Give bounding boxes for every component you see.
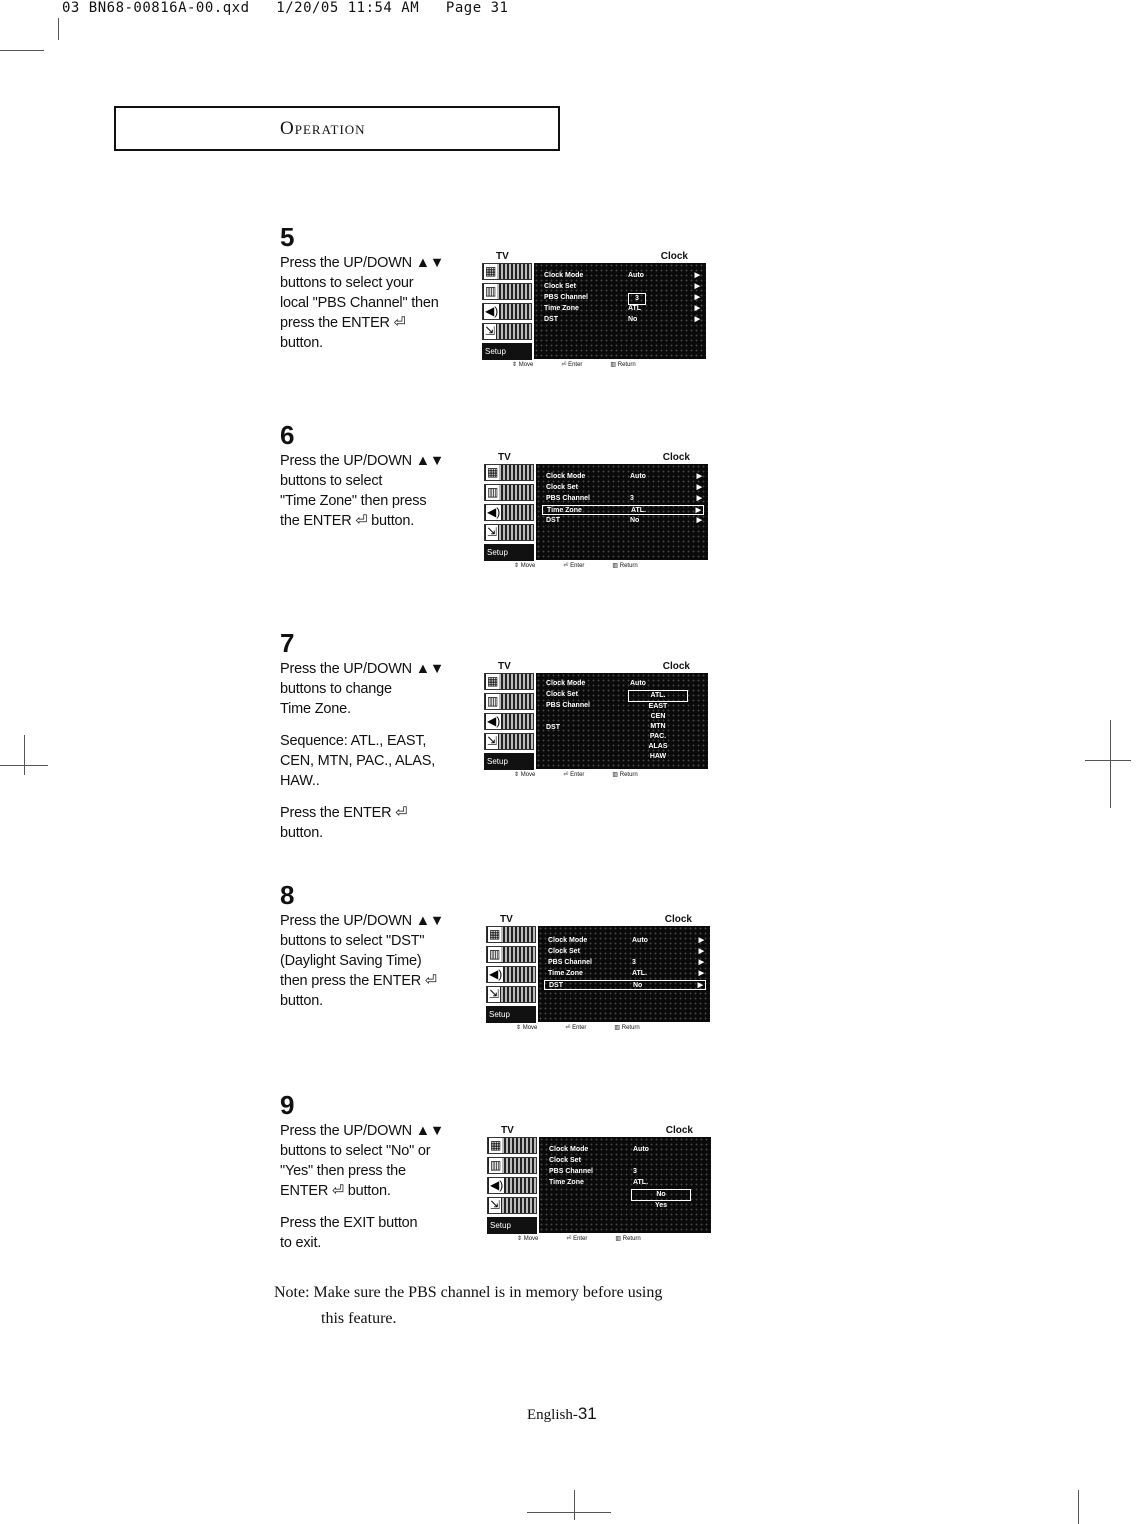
crop-mark <box>527 1512 611 1513</box>
row-label: PBS Channel <box>546 702 590 709</box>
step-paragraph: Sequence: ATL., EAST, CEN, MTN, PAC., ALAS, HAW.. <box>280 733 436 789</box>
footer-move: ⇕ Move <box>517 1236 539 1242</box>
setup-label: Setup <box>489 1010 510 1019</box>
step-number: 5 <box>280 222 295 252</box>
setup-tab <box>482 343 532 360</box>
footer-move: ⇕ Move <box>512 362 534 368</box>
row-value: No <box>628 316 638 323</box>
menu-row-clock-mode <box>542 472 704 482</box>
footer-return: ▥ Return <box>612 772 638 778</box>
menu-row-time-zone <box>544 969 706 979</box>
page-label: English- <box>527 1407 578 1423</box>
menu-sidebar <box>484 673 538 771</box>
section-title: Operation <box>280 117 366 139</box>
footer-return: ▥ Return <box>614 1025 640 1031</box>
footer-move: ⇕ Move <box>516 1025 538 1031</box>
clock-menu-panel <box>536 464 708 560</box>
menu-sidebar <box>484 464 538 562</box>
menu-row-pbs-channel <box>540 293 702 303</box>
footer-move: ⇕ Move <box>514 563 536 569</box>
row-value: ATL. <box>632 970 648 977</box>
menu-row-pbs-channel <box>542 494 704 504</box>
option-cen: CEN <box>650 713 666 720</box>
sound-icon: ◀) <box>487 1177 537 1194</box>
clock-label: Clock <box>662 452 690 463</box>
footer-return: ▥ Return <box>610 362 636 368</box>
setup-tab <box>487 1217 537 1234</box>
arrow-right-icon: ▶ <box>698 970 704 977</box>
row-label: PBS Channel <box>549 1168 593 1175</box>
menu-screenshot-step-6 <box>484 452 710 570</box>
crop-mark <box>58 18 59 40</box>
clock-menu-panel <box>539 1137 711 1233</box>
row-label: DST <box>546 724 560 731</box>
row-value-selected: 3 <box>628 293 646 305</box>
arrow-right-icon: ▶ <box>694 294 700 301</box>
setup-label: Setup <box>485 347 506 356</box>
step-instructions <box>280 1121 480 1253</box>
crop-mark <box>574 1490 575 1520</box>
menu-row-clock-set <box>542 483 704 493</box>
row-value: Auto <box>632 937 648 944</box>
dst-options <box>631 1189 691 1211</box>
arrow-right-icon: ▶ <box>696 517 702 524</box>
row-label: PBS Channel <box>548 959 592 966</box>
row-label: DST <box>546 517 560 524</box>
menu-row-time-zone <box>545 1178 707 1188</box>
menu-sidebar <box>482 263 536 361</box>
row-value: 3 <box>630 495 634 502</box>
setup-label: Setup <box>487 757 508 766</box>
tv-label: TV <box>498 661 511 672</box>
menu-row-clock-mode <box>545 1145 707 1155</box>
row-label: Clock Mode <box>546 473 586 480</box>
option-east: EAST <box>648 703 668 710</box>
menu-row-clock-set <box>545 1156 707 1166</box>
step-paragraph: Press the UP/DOWN ▲▼ buttons to select "DST" (Daylight Saving Time) then press the ENTER ⏎ button. <box>280 913 445 1009</box>
row-label: Clock Mode <box>546 680 586 687</box>
row-label: Time Zone <box>544 305 579 312</box>
row-label: PBS Channel <box>544 294 588 301</box>
menu-row-clock-mode <box>544 936 706 946</box>
crop-mark <box>1110 720 1111 808</box>
page-number-value: 31 <box>577 1404 597 1423</box>
row-value: 3 <box>633 1168 637 1175</box>
menu-screenshot-step-9 <box>487 1125 713 1243</box>
step-instructions <box>280 911 480 1011</box>
step-7 <box>280 628 480 843</box>
menu-row-clock-set <box>544 947 706 957</box>
menu-footer <box>512 361 702 368</box>
option-no: No <box>631 1189 691 1201</box>
row-label: Clock Mode <box>544 272 584 279</box>
row-label: Clock Mode <box>549 1146 589 1153</box>
setup-tab <box>484 753 534 770</box>
step-number: 8 <box>280 880 295 910</box>
crop-mark <box>24 735 25 775</box>
step-paragraph: Press the UP/DOWN ▲▼ buttons to change Time Zone. <box>280 661 445 717</box>
menu-row-clock-mode <box>540 271 702 281</box>
arrow-right-icon: ▶ <box>694 283 700 290</box>
menu-footer <box>514 562 704 569</box>
input-icon: ⇲ <box>486 986 536 1003</box>
arrow-right-icon: ▶ <box>695 507 701 514</box>
note <box>274 1280 734 1332</box>
arrow-right-icon: ▶ <box>697 982 703 989</box>
footer-move: ⇕ Move <box>514 772 536 778</box>
row-value: ATL. <box>633 1179 649 1186</box>
channel-icon: ▥ <box>482 283 532 300</box>
step-number: 6 <box>280 420 295 450</box>
step-instructions <box>280 451 480 531</box>
arrow-right-icon: ▶ <box>696 495 702 502</box>
menu-row-dst <box>542 516 704 526</box>
menu-screenshot-step-5 <box>482 251 708 369</box>
step-8 <box>280 880 480 1011</box>
row-label: Clock Mode <box>548 937 588 944</box>
step-paragraph: Press the UP/DOWN ▲▼ buttons to select your local "PBS Channel" then press the ENTER ⏎ button. <box>280 255 445 351</box>
sound-icon: ◀) <box>482 303 532 320</box>
option-pac: PAC. <box>649 733 667 740</box>
menu-row-time-zone-selected <box>542 505 704 515</box>
menu-row-pbs-channel <box>544 958 706 968</box>
sound-icon: ◀) <box>484 504 534 521</box>
clock-menu-panel <box>534 263 706 359</box>
menu-row-clock-set <box>540 282 702 292</box>
step-number: 7 <box>280 628 295 658</box>
tv-label: TV <box>500 914 513 925</box>
footer-return: ▥ Return <box>615 1236 641 1242</box>
step-paragraph: Press the UP/DOWN ▲▼ buttons to select "No" or "Yes" then press the ENTER ⏎ button. <box>280 1123 445 1199</box>
row-label: Time Zone <box>549 1179 584 1186</box>
input-icon: ⇲ <box>482 323 532 340</box>
row-label: Clock Set <box>548 948 580 955</box>
channel-icon: ▥ <box>484 693 534 710</box>
row-value: ATL <box>628 305 642 312</box>
input-icon: ⇲ <box>487 1197 537 1214</box>
row-label: Clock Set <box>546 691 578 698</box>
menu-sidebar <box>486 926 540 1024</box>
page-number <box>527 1404 597 1424</box>
step-number: 9 <box>280 1090 295 1120</box>
footer-enter: ⏎ Enter <box>563 772 585 778</box>
menu-footer <box>517 1235 707 1242</box>
crop-mark <box>1085 760 1131 761</box>
clock-label: Clock <box>662 661 690 672</box>
arrow-right-icon: ▶ <box>694 272 700 279</box>
step-9 <box>280 1090 480 1253</box>
input-icon: ⇲ <box>484 733 534 750</box>
crop-mark <box>1078 1490 1079 1524</box>
picture-icon: ▦ <box>484 673 534 690</box>
menu-row-dst <box>540 315 702 325</box>
footer-enter: ⏎ Enter <box>561 362 583 368</box>
row-label: Clock Set <box>549 1157 581 1164</box>
option-yes: Yes <box>654 1202 668 1209</box>
picture-icon: ▦ <box>482 263 532 280</box>
row-value: No <box>633 982 643 989</box>
channel-icon: ▥ <box>486 946 536 963</box>
menu-sidebar <box>487 1137 541 1235</box>
menu-screenshot-step-8 <box>486 914 712 1032</box>
row-label: PBS Channel <box>546 495 590 502</box>
picture-icon: ▦ <box>486 926 536 943</box>
clock-label: Clock <box>660 251 688 262</box>
clock-label: Clock <box>665 1125 693 1136</box>
tv-label: TV <box>501 1125 514 1136</box>
footer-enter: ⏎ Enter <box>563 563 585 569</box>
step-instructions <box>280 659 480 843</box>
setup-label: Setup <box>487 548 508 557</box>
arrow-right-icon: ▶ <box>698 937 704 944</box>
row-label: Clock Set <box>544 283 576 290</box>
step-paragraph: Press the ENTER ⏎ button. <box>280 805 408 841</box>
option-alas: ALAS <box>648 743 668 750</box>
channel-icon: ▥ <box>487 1157 537 1174</box>
row-label: Time Zone <box>547 507 582 514</box>
row-value: ATL. <box>631 507 647 514</box>
arrow-right-icon: ▶ <box>698 948 704 955</box>
menu-screenshot-step-7 <box>484 661 710 779</box>
row-value: Auto <box>628 272 644 279</box>
sound-icon: ◀) <box>484 713 534 730</box>
menu-row-dst-selected <box>544 980 706 990</box>
footer-enter: ⏎ Enter <box>565 1025 587 1031</box>
menu-row-time-zone <box>540 304 702 314</box>
menu-footer <box>516 1024 706 1031</box>
setup-tab <box>486 1006 536 1023</box>
row-label: Clock Set <box>546 484 578 491</box>
menu-footer <box>514 771 704 778</box>
arrow-right-icon: ▶ <box>696 484 702 491</box>
sound-icon: ◀) <box>486 966 536 983</box>
clock-menu-panel <box>538 926 710 1022</box>
menu-row-pbs-channel <box>545 1167 707 1177</box>
setup-tab <box>484 544 534 561</box>
option-mtn: MTN <box>650 723 666 730</box>
arrow-right-icon: ▶ <box>694 316 700 323</box>
section-header-box <box>114 106 560 151</box>
option-atl: ATL. <box>628 690 688 702</box>
channel-icon: ▥ <box>484 484 534 501</box>
row-value: Auto <box>630 680 646 687</box>
option-haw: HAW <box>649 753 667 760</box>
clock-label: Clock <box>664 914 692 925</box>
footer-enter: ⏎ Enter <box>566 1236 588 1242</box>
arrow-right-icon: ▶ <box>698 959 704 966</box>
picture-icon: ▦ <box>487 1137 537 1154</box>
picture-icon: ▦ <box>484 464 534 481</box>
clock-menu-panel <box>536 673 708 769</box>
footer-return: ▥ Return <box>612 563 638 569</box>
note-line-2: this feature. <box>321 1310 397 1327</box>
time-zone-options <box>628 690 688 762</box>
row-label: DST <box>544 316 558 323</box>
tv-label: TV <box>498 452 511 463</box>
crop-mark <box>0 50 44 51</box>
row-value: 3 <box>632 959 636 966</box>
step-paragraph: Press the UP/DOWN ▲▼ buttons to select "Time Zone" then press the ENTER ⏎ button. <box>280 453 445 529</box>
row-value: Auto <box>630 473 646 480</box>
input-icon: ⇲ <box>484 524 534 541</box>
step-paragraph: Press the EXIT button to exit. <box>280 1215 418 1251</box>
step-6 <box>280 420 480 531</box>
arrow-right-icon: ▶ <box>694 305 700 312</box>
setup-label: Setup <box>490 1221 511 1230</box>
arrow-right-icon: ▶ <box>696 473 702 480</box>
menu-row-clock-mode <box>542 679 704 689</box>
file-header: 03 BN68-00816A-00.qxd 1/20/05 11:54 AM Page 31 <box>62 0 509 16</box>
step-instructions <box>280 253 480 353</box>
step-5 <box>280 222 480 353</box>
row-label: Time Zone <box>548 970 583 977</box>
row-value: No <box>630 517 640 524</box>
row-label: DST <box>549 982 563 989</box>
row-value: Auto <box>633 1146 649 1153</box>
note-line-1: Note: Make sure the PBS channel is in memory before using <box>274 1284 663 1301</box>
tv-label: TV <box>496 251 509 262</box>
